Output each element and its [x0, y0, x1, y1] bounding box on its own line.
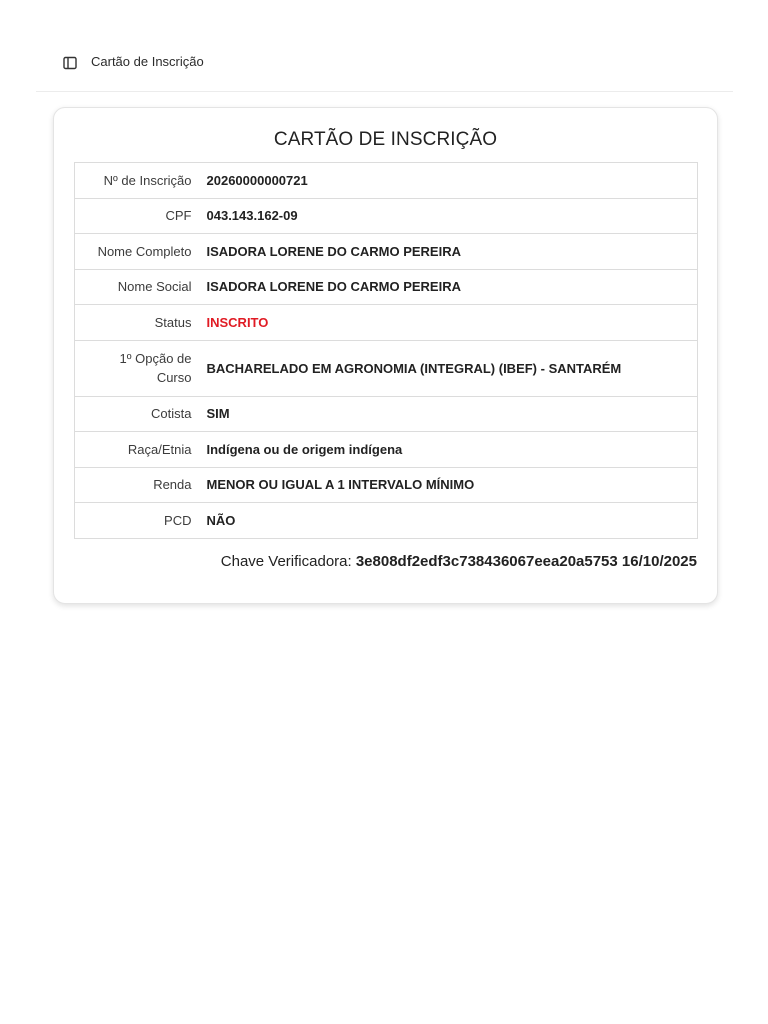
verification-key-value: 3e808df2edf3c738436067eea20a5753 [355, 553, 618, 570]
ethnicity-label: Raça/Etnia [75, 432, 198, 468]
verification-key-line [221, 552, 697, 572]
verification-date: 16/10/2025 [621, 553, 697, 570]
table-row [75, 163, 698, 199]
registration-number-label: Nº de Inscrição [103, 172, 192, 188]
page-title: Cartão de Inscrição [91, 54, 204, 69]
cpf-value: 043.143.162-09 [198, 198, 698, 234]
top-bar [36, 40, 733, 92]
table-row [75, 269, 698, 305]
table-row [75, 198, 698, 234]
status-badge: INSCRITO [198, 305, 698, 341]
registration-card [53, 107, 718, 604]
pcd-label: PCD [75, 503, 198, 539]
course-option-label: 1º Opção de Curso [75, 340, 198, 396]
full-name-label: Nome Completo [75, 234, 198, 270]
table-row [75, 396, 698, 432]
registration-number-value: 20260000000721 [206, 172, 308, 188]
status-label: Status [75, 305, 198, 341]
table-row [75, 503, 698, 539]
registration-info-table [74, 162, 698, 539]
course-option-value: BACHARELADO EM AGRONOMIA (INTEGRAL) (IBEF) - SANTARÉM [198, 340, 698, 396]
income-value: MENOR OU IGUAL A 1 INTERVALO MÍNIMO [198, 467, 698, 503]
full-name-value: ISADORA LORENE DO CARMO PEREIRA [198, 234, 698, 270]
table-row [75, 432, 698, 468]
table-row [75, 305, 698, 341]
sidebar-panel-icon[interactable] [62, 55, 78, 71]
table-row [75, 340, 698, 396]
table-row [75, 234, 698, 270]
cpf-label: CPF [75, 198, 198, 234]
social-name-label: Nome Social [75, 269, 198, 305]
quota-label: Cotista [75, 396, 198, 432]
table-row [75, 467, 698, 503]
income-label: Renda [75, 467, 198, 503]
verification-key-label: Chave Verificadora: [220, 553, 352, 570]
social-name-value: ISADORA LORENE DO CARMO PEREIRA [198, 269, 698, 305]
quota-value: SIM [198, 396, 698, 432]
ethnicity-value: Indígena ou de origem indígena [198, 432, 698, 468]
pcd-value: NÃO [198, 503, 698, 539]
card-title: CARTÃO DE INSCRIÇÃO [273, 129, 498, 150]
